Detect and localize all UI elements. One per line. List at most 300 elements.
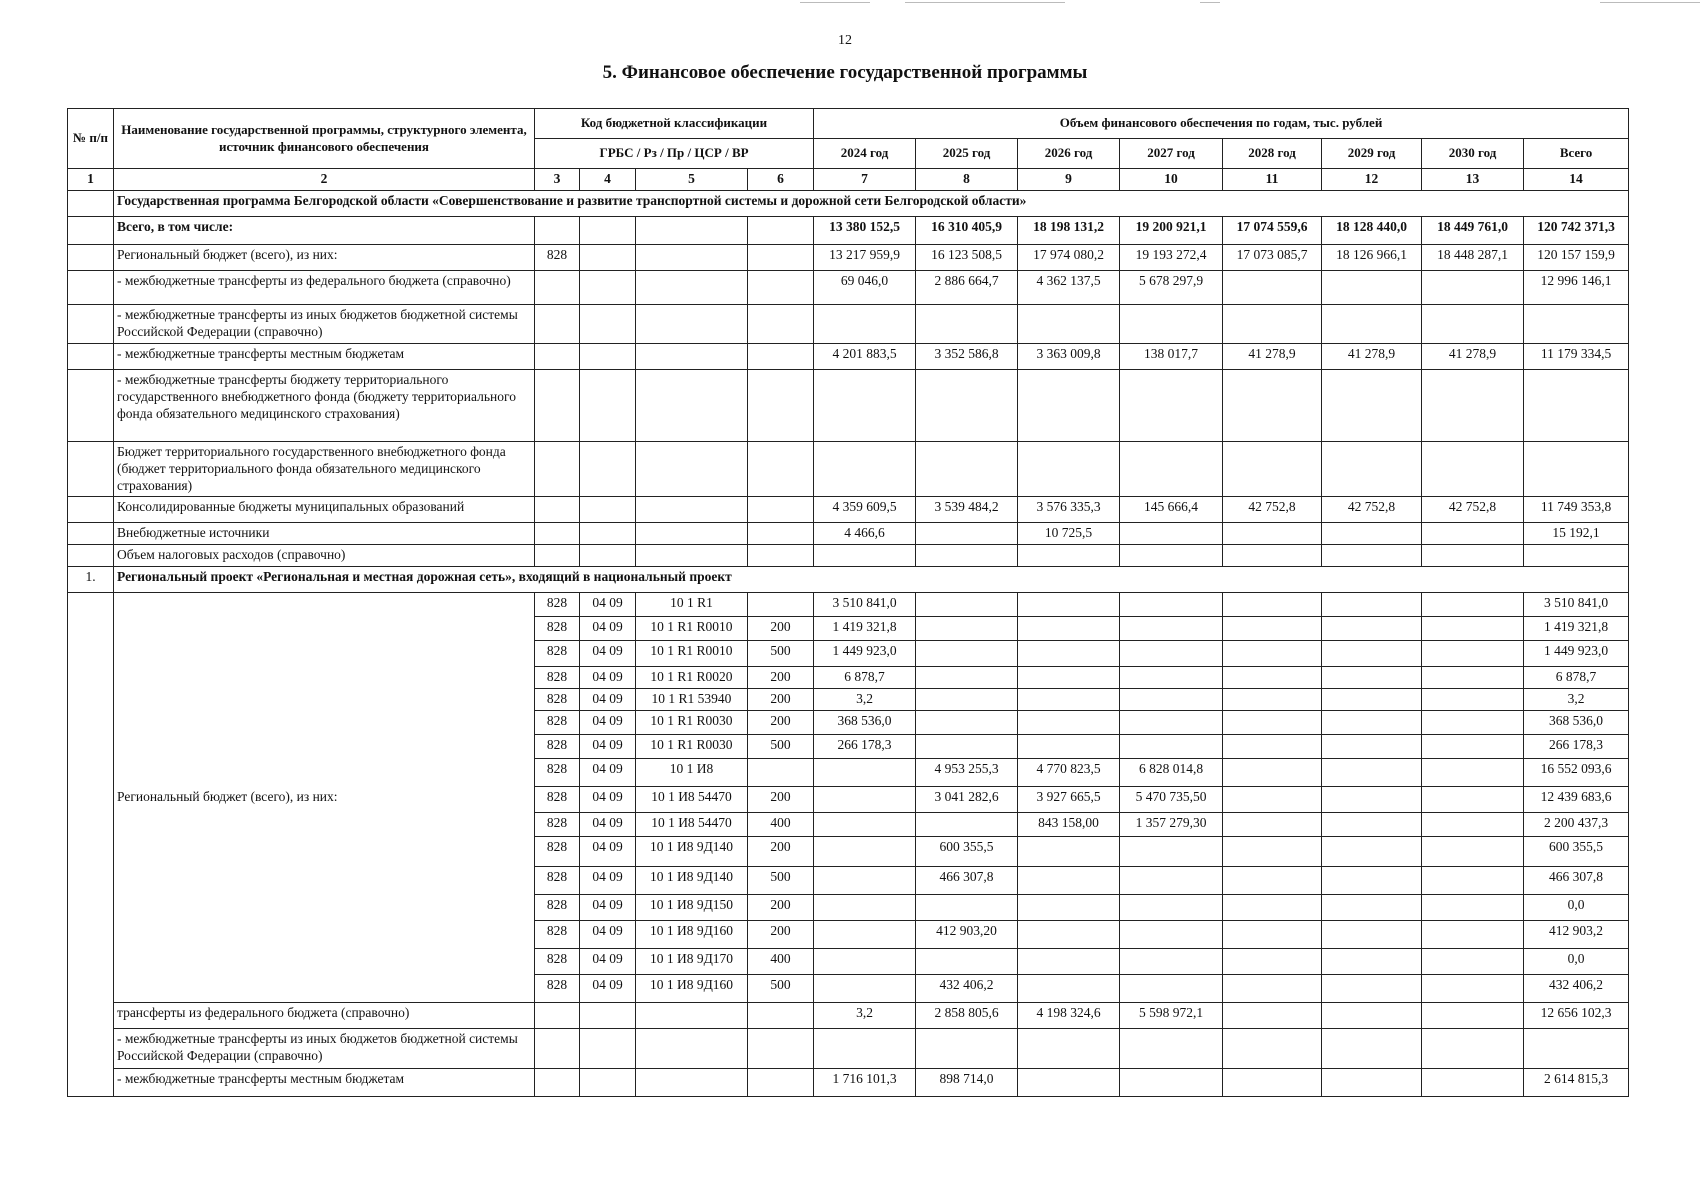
value-cell [1120, 1029, 1223, 1069]
code-cell: 500 [748, 867, 814, 895]
code-cell [748, 305, 814, 344]
row-number [68, 271, 114, 305]
code-cell: 200 [748, 787, 814, 813]
value-cell [1322, 813, 1422, 837]
value-cell [1223, 545, 1322, 567]
value-cell [1223, 689, 1322, 711]
value-cell: 4 362 137,5 [1018, 271, 1120, 305]
code-cell [748, 1029, 814, 1069]
code-cell: 500 [748, 975, 814, 1003]
code-cell [535, 523, 580, 545]
header-year: 2024 год [814, 139, 916, 169]
code-cell: 10 1 И8 54470 [636, 787, 748, 813]
value-cell: 3 510 841,0 [1524, 593, 1629, 617]
value-cell [1018, 867, 1120, 895]
code-cell [580, 245, 636, 271]
value-cell: 145 666,4 [1120, 497, 1223, 523]
value-cell: 4 953 255,3 [916, 759, 1018, 787]
code-cell: 200 [748, 689, 814, 711]
code-cell: 04 09 [580, 689, 636, 711]
value-cell [1322, 975, 1422, 1003]
value-cell [916, 1029, 1018, 1069]
page-title: 5. Финансовое обеспечение государственной программы [602, 62, 1088, 83]
row-name: - межбюджетные трансферты из иных бюджетов бюджетной системы Российской Федерации (справочно) [114, 1029, 535, 1069]
value-cell: 266 178,3 [814, 735, 916, 759]
code-cell [535, 441, 580, 497]
value-cell [1018, 593, 1120, 617]
value-cell [1223, 1029, 1322, 1069]
value-cell: 41 278,9 [1422, 343, 1524, 369]
value-cell [1422, 1029, 1524, 1069]
code-cell: 200 [748, 837, 814, 867]
value-cell [1322, 837, 1422, 867]
value-cell: 3 041 282,6 [916, 787, 1018, 813]
value-cell [1322, 867, 1422, 895]
value-cell [1422, 837, 1524, 867]
code-cell [580, 1003, 636, 1029]
code-cell: 04 09 [580, 759, 636, 787]
value-cell [1018, 689, 1120, 711]
code-cell: 10 1 R1 R0010 [636, 617, 748, 641]
code-cell [535, 545, 580, 567]
value-cell: 4 466,6 [814, 523, 916, 545]
code-cell: 828 [535, 895, 580, 921]
value-cell: 2 858 805,6 [916, 1003, 1018, 1029]
code-cell: 828 [535, 759, 580, 787]
value-cell [1120, 1069, 1223, 1097]
value-cell [916, 617, 1018, 641]
column-number: 11 [1223, 169, 1322, 191]
code-cell: 04 09 [580, 617, 636, 641]
value-cell [1322, 305, 1422, 344]
value-cell [1120, 369, 1223, 441]
code-cell [748, 523, 814, 545]
value-cell: 18 128 440,0 [1322, 217, 1422, 245]
value-cell [1322, 641, 1422, 667]
value-cell [1322, 735, 1422, 759]
value-cell: 4 770 823,5 [1018, 759, 1120, 787]
code-cell: 04 09 [580, 949, 636, 975]
value-cell [1223, 523, 1322, 545]
value-cell: 42 752,8 [1422, 497, 1524, 523]
code-cell [535, 369, 580, 441]
value-cell [1120, 523, 1223, 545]
value-cell [1223, 667, 1322, 689]
code-cell [636, 305, 748, 344]
code-cell [636, 217, 748, 245]
value-cell: 5 678 297,9 [1120, 271, 1223, 305]
row-name: трансферты из федерального бюджета (справочно) [114, 1003, 535, 1029]
column-number: 10 [1120, 169, 1223, 191]
value-cell [1018, 895, 1120, 921]
value-cell: 15 192,1 [1524, 523, 1629, 545]
value-cell [1422, 1069, 1524, 1097]
code-cell: 10 1 R1 R0030 [636, 711, 748, 735]
value-cell: 12 656 102,3 [1524, 1003, 1629, 1029]
column-number: 8 [916, 169, 1018, 191]
code-cell: 828 [535, 837, 580, 867]
row-name: Консолидированные бюджеты муниципальных образований [114, 497, 535, 523]
value-cell [1422, 975, 1524, 1003]
value-cell [1223, 1069, 1322, 1097]
value-cell [1322, 759, 1422, 787]
value-cell [1018, 837, 1120, 867]
value-cell: 0,0 [1524, 949, 1629, 975]
value-cell: 16 310 405,9 [916, 217, 1018, 245]
code-cell: 04 09 [580, 711, 636, 735]
code-cell [535, 1069, 580, 1097]
row-name: Объем налоговых расходов (справочно) [114, 545, 535, 567]
code-cell: 10 1 И8 [636, 759, 748, 787]
value-cell: 42 752,8 [1223, 497, 1322, 523]
value-cell [814, 305, 916, 344]
code-cell [535, 343, 580, 369]
value-cell: 13 217 959,9 [814, 245, 916, 271]
value-cell: 5 598 972,1 [1120, 1003, 1223, 1029]
value-cell [916, 369, 1018, 441]
code-cell [636, 369, 748, 441]
value-cell [1018, 667, 1120, 689]
value-cell [1322, 545, 1422, 567]
row-name: Внебюджетные источники [114, 523, 535, 545]
value-cell [1422, 787, 1524, 813]
value-cell: 3,2 [814, 1003, 916, 1029]
code-cell [636, 1003, 748, 1029]
value-cell [1422, 617, 1524, 641]
value-cell [814, 441, 916, 497]
value-cell: 18 198 131,2 [1018, 217, 1120, 245]
value-cell [1223, 711, 1322, 735]
value-cell: 2 614 815,3 [1524, 1069, 1629, 1097]
value-cell [1322, 667, 1422, 689]
value-cell [814, 837, 916, 867]
value-cell: 1 449 923,0 [814, 641, 916, 667]
table-row [68, 245, 1629, 271]
value-cell [1120, 735, 1223, 759]
table-row [68, 343, 1629, 369]
value-cell [1120, 593, 1223, 617]
value-cell: 1 419 321,8 [1524, 617, 1629, 641]
value-cell: 432 406,2 [1524, 975, 1629, 1003]
code-cell [535, 271, 580, 305]
value-cell: 466 307,8 [1524, 867, 1629, 895]
code-cell [636, 497, 748, 523]
code-cell [580, 369, 636, 441]
value-cell [1018, 975, 1120, 1003]
code-cell [748, 545, 814, 567]
header-year: 2027 год [1120, 139, 1223, 169]
value-cell [1120, 949, 1223, 975]
code-cell: 10 1 R1 R0020 [636, 667, 748, 689]
value-cell [1422, 813, 1524, 837]
code-cell [636, 545, 748, 567]
value-cell [1322, 1029, 1422, 1069]
value-cell [1223, 975, 1322, 1003]
value-cell [1018, 921, 1120, 949]
value-cell [1120, 667, 1223, 689]
value-cell [1422, 711, 1524, 735]
value-cell [916, 895, 1018, 921]
row-number: 1. [68, 567, 114, 593]
code-cell: 10 1 R1 R0030 [636, 735, 748, 759]
row-number [68, 497, 114, 523]
table-row [68, 523, 1629, 545]
value-cell: 6 878,7 [814, 667, 916, 689]
value-cell [1223, 949, 1322, 975]
value-cell [1018, 305, 1120, 344]
value-cell [814, 895, 916, 921]
header-no: № п/п [68, 109, 114, 169]
row-number [68, 545, 114, 567]
header-year: 2029 год [1322, 139, 1422, 169]
value-cell [1223, 787, 1322, 813]
value-cell [916, 441, 1018, 497]
value-cell [814, 787, 916, 813]
value-cell [1223, 617, 1322, 641]
code-cell: 828 [535, 867, 580, 895]
header-code: Код бюджетной классификации [535, 109, 814, 139]
value-cell: 19 200 921,1 [1120, 217, 1223, 245]
value-cell [1120, 867, 1223, 895]
row-number [68, 441, 114, 497]
value-cell: 11 749 353,8 [1524, 497, 1629, 523]
value-cell [814, 949, 916, 975]
value-cell [916, 949, 1018, 975]
code-cell: 200 [748, 617, 814, 641]
value-cell [1422, 735, 1524, 759]
code-cell [580, 305, 636, 344]
code-cell [580, 523, 636, 545]
row-name: - межбюджетные трансферты местным бюджетам [114, 1069, 535, 1097]
code-cell [748, 441, 814, 497]
code-cell [748, 1003, 814, 1029]
value-cell [1018, 441, 1120, 497]
value-cell: 120 157 159,9 [1524, 245, 1629, 271]
value-cell [1322, 921, 1422, 949]
code-cell: 828 [535, 641, 580, 667]
code-cell: 10 1 R1 R0010 [636, 641, 748, 667]
value-cell: 843 158,00 [1018, 813, 1120, 837]
value-cell: 368 536,0 [1524, 711, 1629, 735]
value-cell [1322, 617, 1422, 641]
value-cell: 138 017,7 [1120, 343, 1223, 369]
header-year: Всего [1524, 139, 1629, 169]
code-cell [748, 369, 814, 441]
value-cell [1422, 545, 1524, 567]
code-cell: 828 [535, 975, 580, 1003]
row-name: Всего, в том числе: [114, 217, 535, 245]
value-cell [1120, 975, 1223, 1003]
code-cell: 04 09 [580, 735, 636, 759]
value-cell [1322, 1003, 1422, 1029]
value-cell [916, 641, 1018, 667]
code-cell: 04 09 [580, 895, 636, 921]
code-cell [748, 1069, 814, 1097]
value-cell [814, 921, 916, 949]
row-name: - межбюджетные трансферты из иных бюджетов бюджетной системы Российской Федерации (справочно) [114, 305, 535, 344]
value-cell: 412 903,20 [916, 921, 1018, 949]
value-cell [1422, 867, 1524, 895]
value-cell [1422, 441, 1524, 497]
column-number: 7 [814, 169, 916, 191]
code-cell [535, 497, 580, 523]
code-cell [535, 217, 580, 245]
code-cell [580, 217, 636, 245]
value-cell [1422, 667, 1524, 689]
value-cell [1322, 593, 1422, 617]
code-cell: 04 09 [580, 867, 636, 895]
column-number: 13 [1422, 169, 1524, 191]
code-cell: 200 [748, 921, 814, 949]
value-cell [1422, 689, 1524, 711]
value-cell [1223, 369, 1322, 441]
value-cell [1223, 305, 1322, 344]
value-cell [916, 711, 1018, 735]
table-row [68, 497, 1629, 523]
value-cell [1322, 271, 1422, 305]
code-cell [636, 245, 748, 271]
value-cell [1223, 837, 1322, 867]
value-cell: 1 449 923,0 [1524, 641, 1629, 667]
value-cell [1223, 735, 1322, 759]
value-cell [1018, 617, 1120, 641]
value-cell: 18 449 761,0 [1422, 217, 1524, 245]
header-year: 2025 год [916, 139, 1018, 169]
code-cell [580, 497, 636, 523]
table-row [68, 369, 1629, 441]
value-cell: 3 539 484,2 [916, 497, 1018, 523]
value-cell [1120, 837, 1223, 867]
value-cell [1120, 921, 1223, 949]
value-cell [1120, 441, 1223, 497]
value-cell: 19 193 272,4 [1120, 245, 1223, 271]
table-row [68, 545, 1629, 567]
code-cell: 04 09 [580, 975, 636, 1003]
column-number: 5 [636, 169, 748, 191]
column-number: 3 [535, 169, 580, 191]
value-cell: 466 307,8 [916, 867, 1018, 895]
value-cell [1322, 523, 1422, 545]
row-number [68, 305, 114, 344]
value-cell [1422, 641, 1524, 667]
code-cell [748, 245, 814, 271]
value-cell [1524, 369, 1629, 441]
code-cell [580, 271, 636, 305]
value-cell: 18 448 287,1 [1422, 245, 1524, 271]
value-cell [1018, 369, 1120, 441]
column-number: 12 [1322, 169, 1422, 191]
code-cell [580, 441, 636, 497]
value-cell [1223, 921, 1322, 949]
value-cell [1422, 305, 1524, 344]
value-cell [916, 735, 1018, 759]
value-cell [1120, 641, 1223, 667]
code-cell [748, 217, 814, 245]
value-cell [916, 523, 1018, 545]
code-cell [580, 343, 636, 369]
value-cell: 18 126 966,1 [1322, 245, 1422, 271]
value-cell: 368 536,0 [814, 711, 916, 735]
financing-table [67, 108, 1629, 1097]
code-cell [580, 545, 636, 567]
code-cell: 828 [535, 245, 580, 271]
code-cell: 200 [748, 895, 814, 921]
code-cell [748, 343, 814, 369]
code-cell: 10 1 И8 9Д160 [636, 921, 748, 949]
value-cell [1422, 271, 1524, 305]
value-cell [814, 975, 916, 1003]
value-cell [1422, 921, 1524, 949]
code-cell [580, 1029, 636, 1069]
row-number [68, 245, 114, 271]
value-cell [1322, 787, 1422, 813]
code-cell [580, 1069, 636, 1097]
value-cell [1120, 895, 1223, 921]
value-cell: 2 200 437,3 [1524, 813, 1629, 837]
header-year: 2028 год [1223, 139, 1322, 169]
value-cell [1322, 441, 1422, 497]
code-cell: 828 [535, 711, 580, 735]
value-cell [1524, 1029, 1629, 1069]
row-name: - межбюджетные трансферты местным бюджетам [114, 343, 535, 369]
code-cell [748, 497, 814, 523]
program-title: Государственная программа Белгородской области «Совершенствование и развитие транспортной системы и дорожной сети Белгородской области» [114, 191, 1629, 217]
value-cell: 42 752,8 [1322, 497, 1422, 523]
value-cell [1223, 271, 1322, 305]
code-cell: 10 1 R1 [636, 593, 748, 617]
code-cell: 828 [535, 735, 580, 759]
value-cell [814, 813, 916, 837]
code-cell: 04 09 [580, 921, 636, 949]
value-cell: 1 357 279,30 [1120, 813, 1223, 837]
code-cell: 10 1 И8 9Д150 [636, 895, 748, 921]
header-year: 2030 год [1422, 139, 1524, 169]
value-cell [1223, 895, 1322, 921]
row-number [68, 593, 114, 1097]
code-cell: 500 [748, 735, 814, 759]
table-row [68, 305, 1629, 344]
value-cell: 16 552 093,6 [1524, 759, 1629, 787]
value-cell [1223, 867, 1322, 895]
value-cell: 3,2 [1524, 689, 1629, 711]
value-cell [1018, 1029, 1120, 1069]
value-cell: 6 828 014,8 [1120, 759, 1223, 787]
value-cell [916, 689, 1018, 711]
code-cell [636, 441, 748, 497]
code-cell: 04 09 [580, 787, 636, 813]
table-row [68, 1069, 1629, 1097]
value-cell: 13 380 152,5 [814, 217, 916, 245]
scan-artifact-line [1600, 2, 1700, 3]
column-number: 2 [114, 169, 535, 191]
scan-artifact-line [1200, 2, 1220, 3]
code-cell: 04 09 [580, 641, 636, 667]
value-cell: 11 179 334,5 [1524, 343, 1629, 369]
row-name: Региональный бюджет (всего), из них: [114, 593, 535, 1003]
value-cell: 4 198 324,6 [1018, 1003, 1120, 1029]
value-cell [1322, 1069, 1422, 1097]
header-code-sub: ГРБС / Рз / Пр / ЦСР / ВР [535, 139, 814, 169]
project-title: Региональный проект «Региональная и местная дорожная сеть», входящий в национальный проект [114, 567, 1629, 593]
value-cell: 4 359 609,5 [814, 497, 916, 523]
code-cell: 04 09 [580, 813, 636, 837]
value-cell [1422, 593, 1524, 617]
value-cell: 1 419 321,8 [814, 617, 916, 641]
page-number: 12 [838, 33, 852, 48]
code-cell: 04 09 [580, 837, 636, 867]
code-cell: 828 [535, 921, 580, 949]
value-cell [1422, 1003, 1524, 1029]
